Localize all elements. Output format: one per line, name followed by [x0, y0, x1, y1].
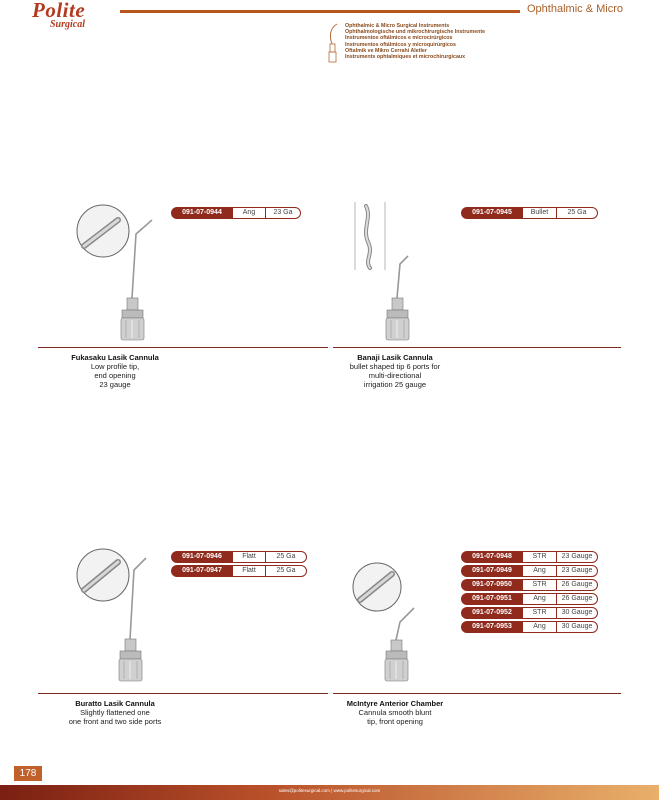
product-desc-line: one front and two side ports — [68, 717, 162, 726]
page-number: 178 — [14, 766, 42, 781]
code-row — [461, 551, 598, 563]
product-code: 091-07-0951 — [461, 593, 523, 605]
product-size: 30 Gauge — [556, 621, 598, 633]
product-type: Ang — [523, 593, 556, 605]
logo-main-text: Polite — [32, 0, 86, 22]
section-rule — [38, 693, 328, 694]
product-code: 091-07-0947 — [171, 565, 233, 577]
lang-line: Oftalmik ve Mikro Cerrahi Aletler — [345, 47, 427, 54]
lang-line: Ophthalmic & Micro Surgical Instruments — [345, 23, 450, 29]
product-code: 091-07-0945 — [461, 207, 523, 219]
product-size: 25 Ga — [556, 207, 598, 219]
product-code: 091-07-0952 — [461, 607, 523, 619]
product-name: Buratto Lasik Cannula — [75, 699, 155, 708]
lang-line: Instrumentos oftálmicos e microcirúrgicos — [345, 35, 453, 42]
code-row — [171, 565, 307, 577]
cannula-icon — [326, 22, 340, 66]
product-desc-line: multi-directional — [368, 371, 422, 380]
logo-sub-text: Surgical — [50, 19, 86, 30]
lang-line: Instruments ophtalmiques et microchirurgicaux — [345, 54, 466, 61]
banaji-cannula-image — [350, 198, 430, 344]
product-type: Flatt — [233, 551, 265, 563]
product-size: 26 Gauge — [556, 579, 598, 591]
product-name: Fukasaku Lasik Cannula — [71, 353, 159, 362]
product-name: McIntyre Anterior Chamber — [346, 699, 444, 708]
product-size: 23 Gauge — [556, 565, 598, 577]
product-code: 091-07-0944 — [171, 207, 233, 219]
product-code: 091-07-0946 — [171, 551, 233, 563]
fukasaku-code-table — [171, 207, 301, 221]
section-rule — [38, 347, 328, 348]
product-size: 25 Ga — [265, 565, 307, 577]
product-type: Ang — [523, 565, 556, 577]
product-size: 23 Gauge — [556, 551, 598, 563]
product-desc-line: Cannula smooth blunt — [358, 708, 432, 717]
product-code: 091-07-0949 — [461, 565, 523, 577]
product-code: 091-07-0950 — [461, 579, 523, 591]
product-desc-line: 23 gauge — [99, 380, 131, 389]
code-row — [171, 207, 301, 219]
product-desc-line: end opening — [94, 371, 136, 380]
product-size: 25 Ga — [265, 551, 307, 563]
code-row — [461, 607, 598, 619]
code-row — [461, 207, 598, 219]
header-divider — [120, 10, 520, 13]
product-size: 23 Ga — [265, 207, 301, 219]
buratto-caption — [40, 699, 190, 726]
product-type: Ang — [233, 207, 265, 219]
section-title: Ophthalmic & Micro — [527, 3, 623, 15]
banaji-code-table — [461, 207, 598, 221]
product-name: Banaji Lasik Cannula — [357, 353, 433, 362]
product-type: Flatt — [233, 565, 265, 577]
lang-line: Ophthalmologische und mikrochirurgische Instrumente — [345, 29, 486, 36]
product-type: STR — [523, 607, 556, 619]
code-row — [461, 579, 598, 591]
mcintyre-cannula-image — [350, 560, 440, 690]
buratto-cannula-image — [74, 544, 184, 689]
multilingual-titles — [345, 23, 485, 60]
product-type: STR — [523, 551, 556, 563]
product-type: STR — [523, 579, 556, 591]
footer-contact[interactable]: sales@politesurgical.com | www.politesurgical.com — [278, 788, 381, 793]
mcintyre-caption — [315, 699, 475, 726]
product-size: 30 Gauge — [556, 607, 598, 619]
section-rule — [333, 693, 621, 694]
code-row — [461, 593, 598, 605]
code-row — [171, 551, 307, 563]
product-code: 091-07-0953 — [461, 621, 523, 633]
product-desc-line: irrigation 25 gauge — [363, 380, 427, 389]
product-desc-line: tip, front opening — [367, 717, 423, 726]
product-desc-line: Slightly flattened one — [80, 708, 150, 717]
brand-logo — [32, 0, 85, 30]
product-size: 26 Gauge — [556, 593, 598, 605]
fukasaku-cannula-image — [74, 200, 184, 345]
product-type: Ang — [523, 621, 556, 633]
section-rule — [333, 347, 621, 348]
lang-line: Instrumentos oftálmicos y microquirúrgicos — [345, 41, 456, 48]
fukasaku-caption — [40, 353, 190, 389]
product-desc-line: bullet shaped tip 6 ports for — [349, 362, 441, 371]
buratto-code-table — [171, 551, 307, 579]
product-type: Bullet — [523, 207, 556, 219]
product-code: 091-07-0948 — [461, 551, 523, 563]
mcintyre-code-table — [461, 551, 598, 635]
code-row — [461, 621, 598, 633]
product-desc-line: Low profile tip, — [90, 362, 140, 371]
code-row — [461, 565, 598, 577]
banaji-caption — [320, 353, 470, 389]
